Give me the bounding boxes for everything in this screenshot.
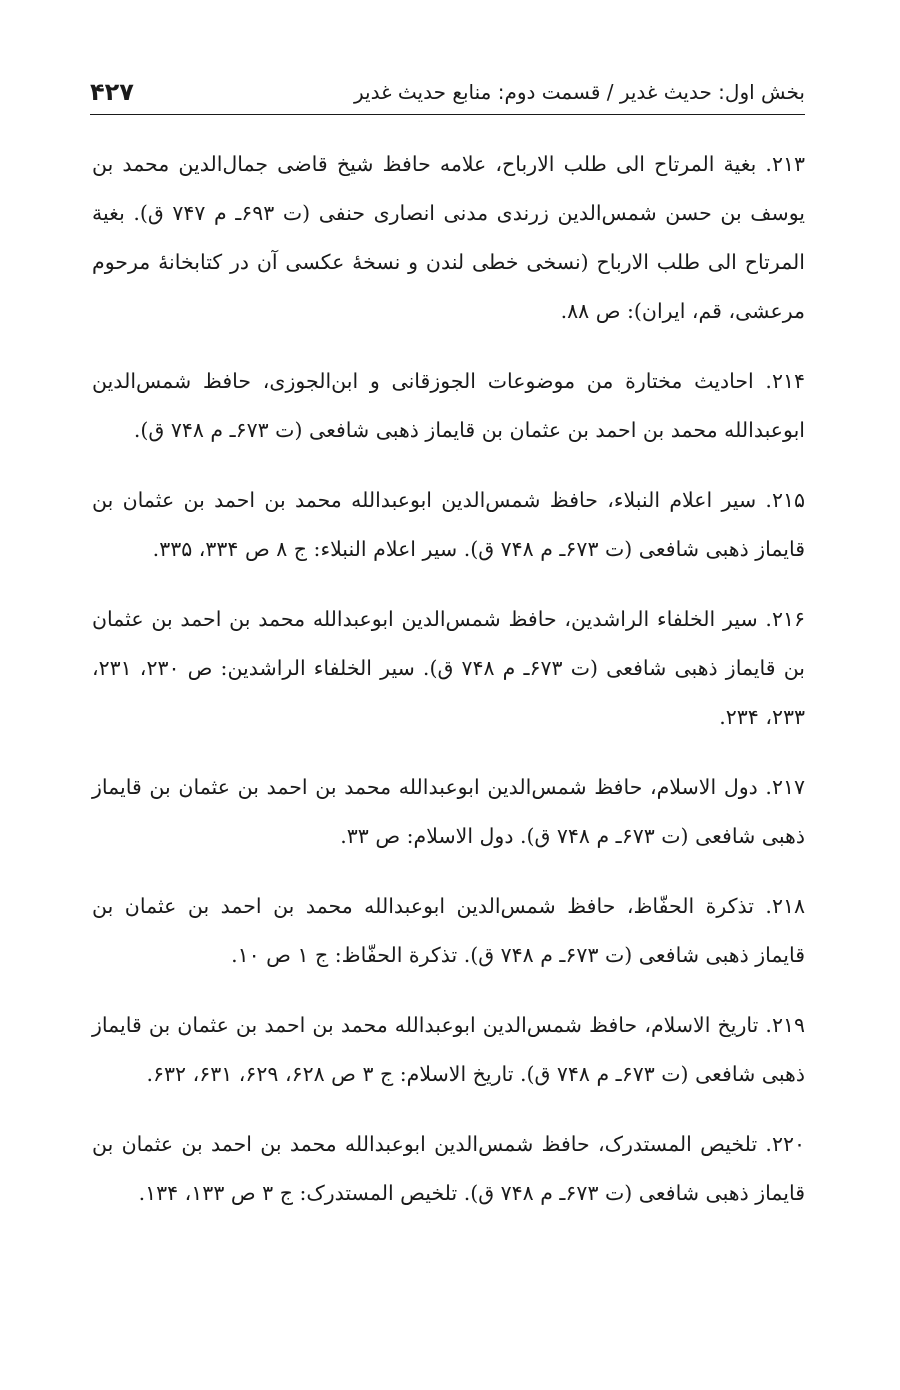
page-number: ۴۲۷ bbox=[90, 78, 134, 106]
bibliography-list bbox=[92, 140, 805, 1239]
bibliography-entry-213: ۲۱۳. بغیة المرتاح الی طلب الارباح، علامه حافظ شیخ قاضی جمال‌الدین محمد بن یوسف بن حسن شمس‌الدین زرندی مدنی انصاری حنفی (ت ۶۹۳ـ م ۷۴۷ ق). بغیة المرتاح الی طلب الارباح (نسخی خطی لندن و نسخهٔ عکسی آن در کتابخانهٔ مرحوم مرعشی، قم، ایران): ص ۸۸. bbox=[92, 152, 805, 323]
running-header-title: بخش اول: حدیث غدیر / قسمت دوم: منابع حدیث غدیر bbox=[353, 80, 805, 104]
bibliography-entry-219: ۲۱۹. تاریخ الاسلام، حافظ شمس‌الدین ابوعبدالله محمد بن احمد بن عثمان بن قایماز ذهبی شافعی (ت ۶۷۳ـ م ۷۴۸ ق). تاریخ الاسلام: ج ۳ ص ۶۲۸، ۶۲۹، ۶۳۱، ۶۳۲. bbox=[92, 1013, 805, 1086]
bibliography-entry-216: ۲۱۶. سیر الخلفاء الراشدین، حافظ شمس‌الدین ابوعبدالله محمد بن احمد بن عثمان بن قایماز ذهبی شافعی (ت ۶۷۳ـ م ۷۴۸ ق). سیر الخلفاء الراشدین: ص ۲۳۰، ۲۳۱، ۲۳۳، ۲۳۴. bbox=[92, 607, 806, 729]
bibliography-entry-215: ۲۱۵. سیر اعلام النبلاء، حافظ شمس‌الدین ابوعبدالله محمد بن احمد بن عثمان بن قایماز ذهبی شافعی (ت ۶۷۳ـ م ۷۴۸ ق). سیر اعلام النبلاء: ج ۸ ص ۳۳۴، ۳۳۵. bbox=[92, 488, 805, 561]
bibliography-entry-220: ۲۲۰. تلخیص المستدرک، حافظ شمس‌الدین ابوعبدالله محمد بن احمد بن عثمان بن قایماز ذهبی شافعی (ت ۶۷۳ـ م ۷۴۸ ق). تلخیص المستدرک: ج ۳ ص ۱۳۳، ۱۳۴. bbox=[92, 1132, 805, 1205]
bibliography-entry-217: ۲۱۷. دول الاسلام، حافظ شمس‌الدین ابوعبدالله محمد بن احمد بن عثمان بن قایماز ذهبی شافعی (ت ۶۷۳ـ م ۷۴۸ ق). دول الاسلام: ص ۳۳. bbox=[92, 775, 805, 848]
page-header bbox=[90, 70, 805, 115]
bibliography-entry-218: ۲۱۸. تذکرة الحفّاظ، حافظ شمس‌الدین ابوعبدالله محمد بن احمد بن عثمان بن قایماز ذهبی شافعی (ت ۶۷۳ـ م ۷۴۸ ق). تذکرة الحفّاظ: ج ۱ ص ۱۰. bbox=[92, 894, 805, 967]
bibliography-entry-214: ۲۱۴. احادیث مختارة من موضوعات الجوزقانی و ابن‌الجوزی، حافظ شمس‌الدین ابوعبدالله محمد بن احمد بن عثمان بن قایماز ذهبی شافعی (ت ۶۷۳ـ م ۷۴۸ ق). bbox=[92, 369, 805, 442]
